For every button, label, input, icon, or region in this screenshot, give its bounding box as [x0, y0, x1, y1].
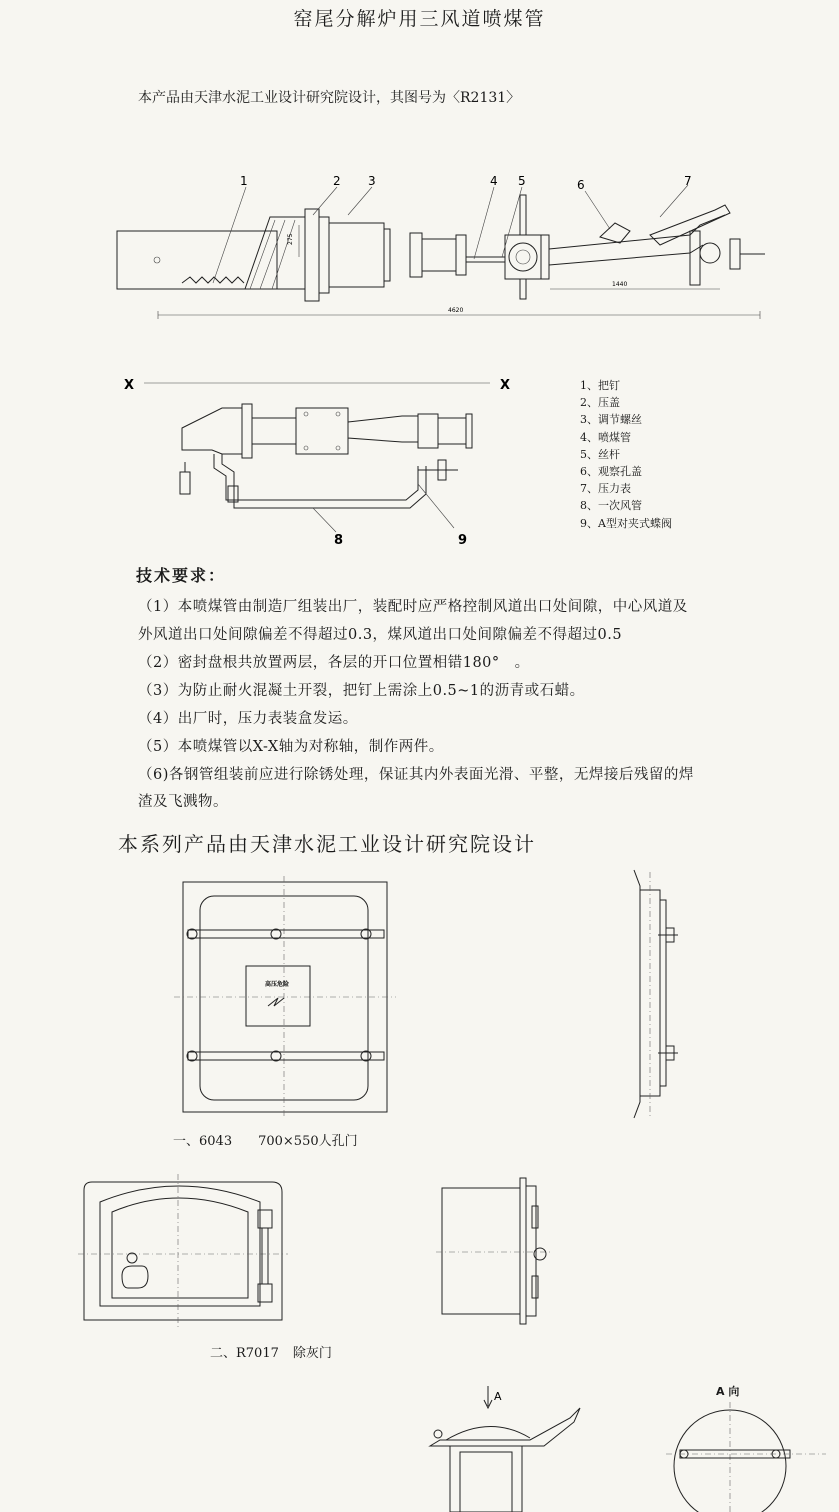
manhole-door-front-view: [170, 872, 400, 1122]
view-a-label: A 向: [716, 1385, 740, 1398]
requirement-line: （6)各钢管组装前应进行除锈处理，保证其内外表面光滑、平整，无焊接后残留的焊: [138, 767, 694, 783]
ash-door-side-view: [436, 1172, 556, 1332]
product2-name: 除灰门: [292, 1346, 332, 1361]
requirement-line: 渣及飞溅物。: [138, 794, 228, 810]
dimension-lines: [158, 225, 760, 319]
left-duct-body: [117, 217, 305, 289]
legend-item: 5、丝杆: [580, 447, 620, 461]
requirement-line: （1）本喷煤管由制造厂组装出厂，装配时应严格控制风道出口处间隙，中心风道及: [138, 599, 688, 615]
callout-1: 1: [240, 174, 248, 188]
legend-item: 4、喷煤管: [580, 430, 631, 444]
callout-8: 8: [334, 533, 344, 548]
leader-lines: [213, 185, 688, 283]
callout-7: 7: [684, 174, 692, 188]
legend-item: 7、压力表: [580, 482, 631, 496]
primary-air-pipe: [549, 205, 765, 285]
callout-5: 5: [518, 174, 526, 188]
plan-body: [182, 404, 472, 458]
dim-height-label: 275: [287, 233, 294, 245]
parts-legend: [580, 377, 672, 532]
legend-item: 3、调节螺丝: [580, 413, 642, 427]
coal-inlet-cross: [505, 195, 549, 299]
burner-elevation-drawing: [100, 165, 780, 325]
product1-caption: [173, 1130, 358, 1149]
product2-code: 二、R7017: [210, 1346, 279, 1361]
callout-9: 9: [458, 533, 468, 548]
callout-6: 6: [577, 178, 585, 192]
dim-right-label: 1440: [612, 281, 628, 288]
series-title: 本系列产品由天津水泥工业设计研究院设计: [118, 832, 536, 856]
requirement-line: （2）密封盘根共放置两层，各层的开口位置相错180° 。: [138, 655, 530, 671]
legend-item: 8、一次风管: [580, 499, 642, 513]
product1-name: 700×550人孔门: [258, 1134, 358, 1149]
dim-total-label: 4620: [448, 307, 464, 314]
product2-caption: [210, 1342, 332, 1361]
legend-item: 2、压盖: [580, 396, 620, 410]
warning-plate: [246, 966, 310, 1026]
burner-plan-drawing: [118, 372, 518, 552]
product3-section-view: [420, 1380, 590, 1512]
axis-label-left: X: [124, 378, 135, 393]
product3-view-a: [662, 1398, 832, 1512]
callout-2: 2: [333, 174, 341, 188]
callout-4: 4: [490, 174, 498, 188]
legend-item: 1、把钉: [580, 379, 620, 392]
manhole-door-side-view: [618, 866, 688, 1122]
legend-item: 9、A型对夹式蝶阀: [580, 516, 672, 530]
requirements-heading: 技术要求：: [136, 566, 227, 585]
design-note: 本产品由天津水泥工业设计研究院设计，其图号为〈R2131〉: [138, 90, 521, 106]
page-title: 窑尾分解炉用三风道喷煤管: [293, 8, 546, 30]
plan-primary-air-pipe: [180, 454, 458, 508]
ash-door-front-view: [78, 1172, 288, 1332]
requirement-line: （3）为防止耐火混凝土开裂，把钉上需涂上0.5~1的沥青或石蜡。: [138, 683, 585, 699]
axis-label-right: X: [500, 378, 511, 393]
warning-plate-label: 高压危险: [265, 981, 290, 988]
requirement-line: 外风道出口处间隙偏差不得超过0.3，煤风道出口处间隙偏差不得超过0.5: [138, 627, 623, 643]
callout-3: 3: [368, 174, 376, 188]
requirement-line: （5）本喷煤管以X-X轴为对称轴，制作两件。: [138, 739, 444, 755]
legend-item: 6、观察孔盖: [580, 465, 642, 479]
section-label-a: A: [494, 1390, 502, 1403]
product1-code: 一、6043: [173, 1134, 233, 1149]
requirement-line: （4）出厂时，压力表装盒发运。: [138, 711, 358, 727]
